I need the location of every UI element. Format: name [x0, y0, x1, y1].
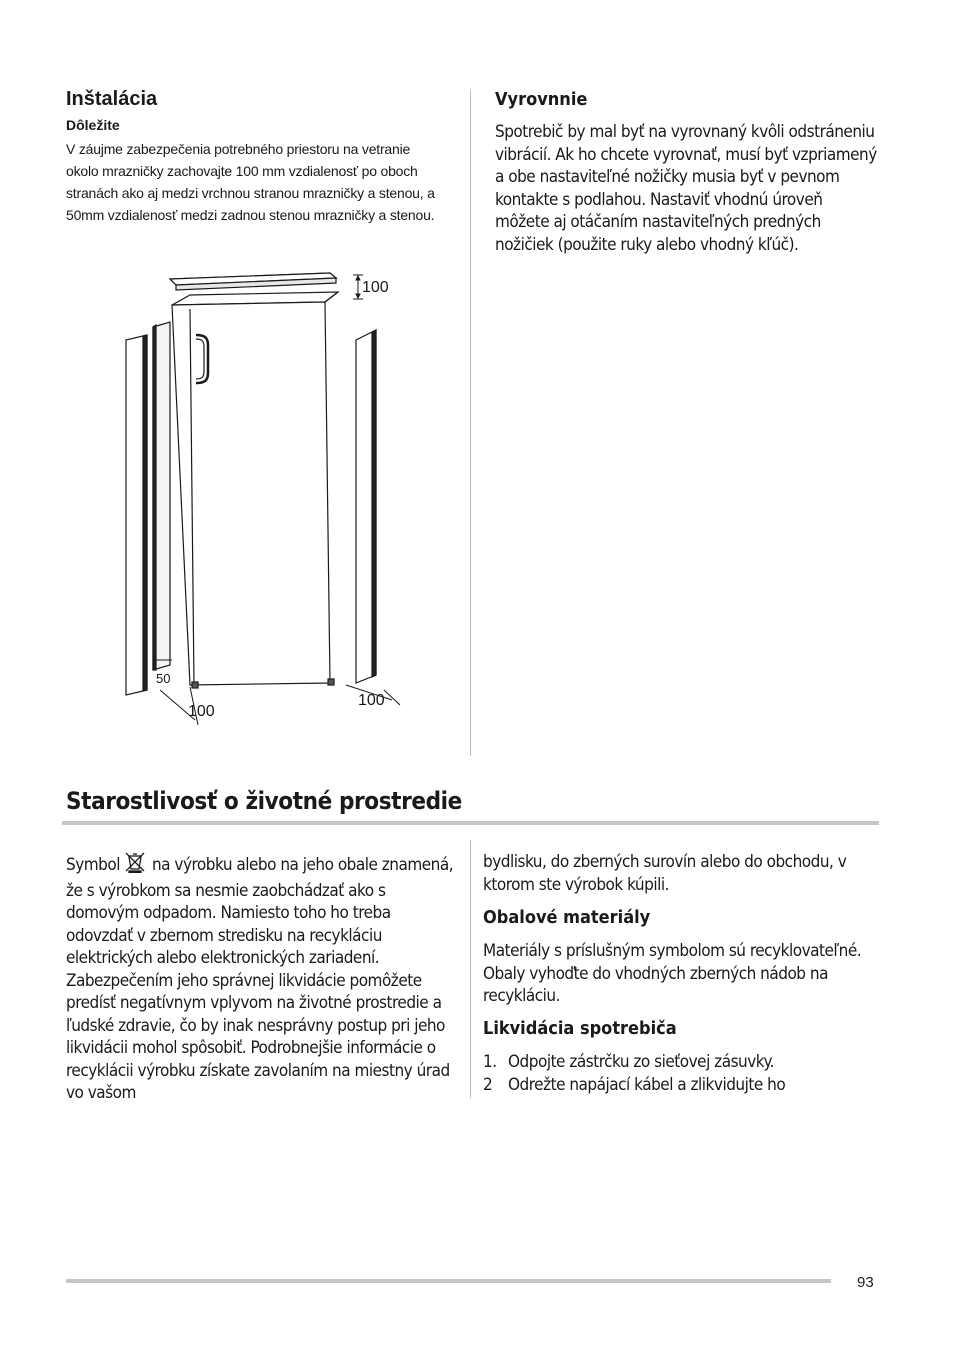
environment-paragraph [66, 851, 461, 1105]
freezer-body [172, 302, 330, 685]
packaging-heading: Obalové materiály [483, 907, 651, 928]
section-rule [62, 821, 879, 825]
list-item-text: Odrežte napájací kábel a zlikvidujte ho [508, 1074, 786, 1095]
installation-heading: Inštalácia [66, 88, 158, 110]
environment-text: na výrobku alebo na jeho obale znamená, že s výrobkom sa nesmie zaobchádzať ako s domovým odpadom. Namiesto toho ho treba odovzdať v zbernom stredisku na recykláciu elektrických alebo elektronických zariadení. Zabezpečením jeho správnej likvidácie pomôžete predísť negatívnym vplyvom na životné prostredie a ľudské zdravie, čo by inak nesprávny postup pri jeho likvidácii mohol spôsobiť. Podrobnejšie informácie o recyklácii výrobku získate zavolaním na miestny úrad vo vašom [66, 855, 454, 1103]
crossed-bin-icon [124, 851, 146, 880]
important-subheading: Dôležite [66, 117, 120, 133]
left-clearance-label: 100 [188, 703, 215, 720]
footer-rule [66, 1279, 831, 1283]
list-item [483, 1051, 878, 1074]
back-clearance-label: 50 [156, 671, 171, 686]
list-item [483, 1074, 878, 1097]
packaging-paragraph: Materiály s príslušným symbolom sú recyklovateľné. Obaly vyhoďte do vhodných zberných nádob na recykláciu. [483, 941, 862, 1006]
page-number: 93 [857, 1274, 874, 1291]
list-item-number: 2 [483, 1074, 493, 1095]
environment-paragraph-continued: bydlisku, do zberných surovín alebo do obchodu, v ktorom ste výrobok kúpili. [483, 852, 847, 895]
column-divider [470, 840, 471, 1098]
top-clearance-label: 100 [362, 279, 389, 296]
environment-heading: Starostlivosť o životné prostredie [66, 787, 462, 815]
levelling-heading: Vyrovnnie [495, 89, 588, 110]
list-item-text: Odpojte zástrčku zo sieťovej zásuvky. [508, 1052, 775, 1072]
disposal-steps-list [483, 1051, 878, 1096]
disposal-heading: Likvidácia spotrebiča [483, 1018, 677, 1039]
column-divider [470, 90, 471, 756]
freezer-clearance-diagram [120, 265, 420, 730]
important-paragraph: V záujme zabezpečenia potrebného priestoru na vetranie okolo mrazničky zachovajte 100 mm vzdialenosť po oboch stranách ako aj medzi vrchnou stranou mrazničky a stenou, a 50mm vzdialenosť medzi zadnou stenou mrazničky a stenou. [66, 141, 435, 223]
list-item-number: 1. [483, 1052, 497, 1072]
right-clearance-label: 100 [358, 692, 385, 709]
levelling-paragraph: Spotrebič by mal byť na vyrovnaný kvôli odstráneniu vibrácií. Ak ho chcete vyrovnať, musí byť vzpriamený a obe nastaviteľné nožičky musia byť v pevnom kontakte s podlahou. Nastaviť vhodnú úroveň môžete aj otáčaním nastaviteľných predných nožičiek (použite ruky alebo vhodný kľúč). [495, 122, 877, 255]
symbol-word: Symbol [66, 855, 120, 875]
